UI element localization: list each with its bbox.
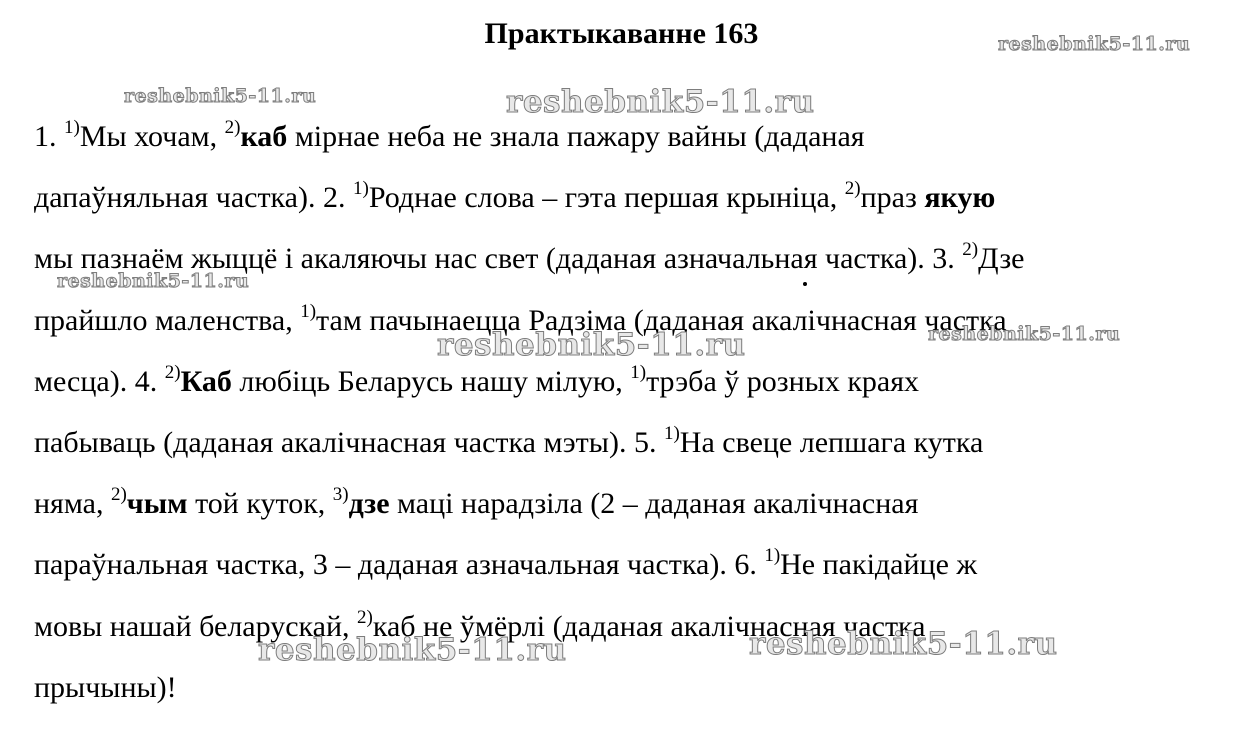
watermark: reshebnik5-11.ru (57, 270, 250, 292)
watermark: reshebnik5-11.ru (124, 85, 317, 107)
watermark: reshebnik5-11.ru (998, 33, 1191, 55)
watermark: reshebnik5-11.ru (928, 323, 1121, 345)
text-line-5: месца). 4. $^{2)}$Каб любіць Беларусь нашу мілую, $^{1)}$трэба ў розных краях (34, 361, 920, 398)
watermark: reshebnik5-11.ru (258, 632, 567, 668)
stray-dot (803, 282, 807, 286)
clause-marker: 1) (663, 423, 680, 445)
conjunction-word: каб (240, 120, 288, 153)
text-line-8: параўнальная частка, 3 – даданая азначальная частка). 6. $^{1)}$Не пакідайце ж (34, 545, 978, 582)
clause-marker: 2) (962, 239, 979, 261)
clause-marker: 2) (844, 178, 861, 200)
clause-marker: 1) (300, 300, 317, 322)
watermark: reshebnik5-11.ru (506, 84, 815, 120)
conjunction-word: дзе (348, 487, 390, 521)
clause-marker: 1) (352, 178, 369, 200)
exercise-text (34, 106, 1224, 718)
watermark: reshebnik5-11.ru (749, 626, 1058, 662)
clause-marker: 1) (764, 545, 781, 567)
text-line-9: мовы нашай беларускай, $^{2)}$каб не ўмёрлі (даданая акалічнасная частка (34, 606, 926, 643)
clause-marker: 2) (357, 606, 373, 628)
clause-marker: 2) (110, 484, 127, 506)
text-line-4: прайшло маленства, $^{1)}$там пачынаецца Радзіма (даданая акалічнасная частка (34, 300, 1007, 337)
text-line-10: прычыны)! (34, 670, 177, 704)
watermark: reshebnik5-11.ru (437, 327, 746, 363)
text-line-2: дапаўняльная частка). 2. $^{1)}$Роднае слова – гэта першая крыніца, $^{2)}$праз якую (34, 178, 996, 215)
text-line-6: пабываць (даданая акалічнасная частка мэты). 5. $^{1)}$На свеце лепшага кутка (34, 423, 984, 460)
clause-marker: 2) (224, 117, 241, 138)
text-line-7: няма, $^{2)}$чым той куток, $^{3)}$дзе маці нарадзіла (2 – даданая акалічнасная (34, 484, 919, 521)
text-line-3: мы пазнаём жыццё і акаляючы нас свет (даданая азначальная частка). 3. $^{2)}$Дзе (34, 239, 1025, 276)
clause-marker: 1) (630, 361, 647, 383)
page-title: Практыкаванне 163 (484, 17, 759, 50)
clause-marker: 2) (164, 361, 181, 383)
conjunction-word: якую (924, 181, 996, 215)
clause-marker: 3) (332, 484, 349, 506)
conjunction-word: Каб (180, 364, 232, 398)
text-line-1: 1. $^{1)}$Мы хочам, $^{2)}$каб мірнае неба не знала пажару вайны (даданая (34, 117, 865, 153)
conjunction-word: чым (126, 487, 188, 521)
clause-marker: 1) (64, 117, 80, 138)
